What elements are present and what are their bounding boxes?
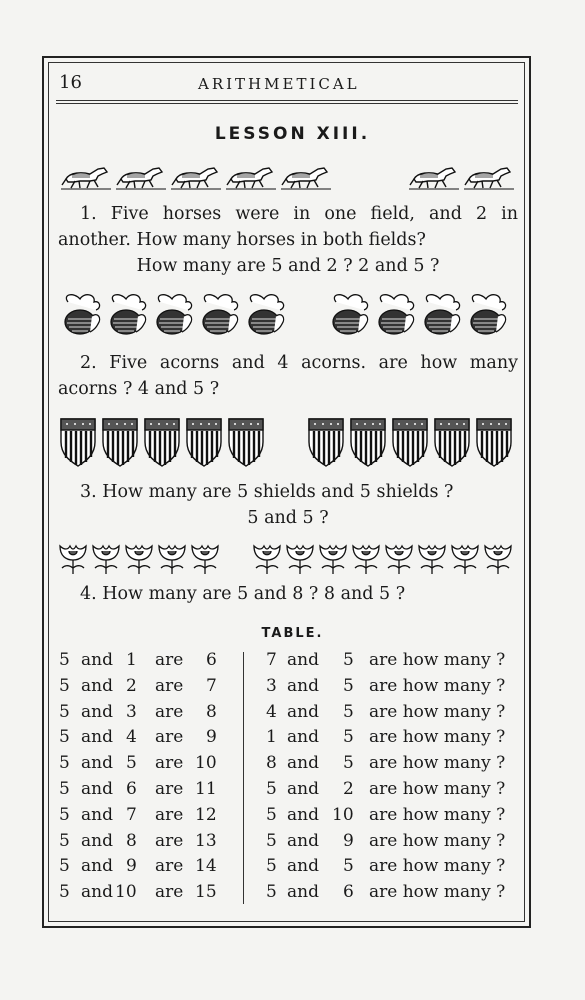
table-cell: and	[287, 650, 319, 670]
table-cell: are	[155, 701, 184, 722]
table-cell: 9	[126, 856, 137, 877]
problem-4	[58, 581, 518, 607]
acorn-group-a	[60, 292, 290, 338]
table-cell: are how many ?	[369, 804, 506, 825]
table-cell: 10	[195, 753, 217, 774]
tulip-icon	[415, 542, 448, 576]
table-cell: are	[155, 882, 184, 903]
acorn-icon	[328, 292, 374, 338]
tulip-icon	[481, 542, 514, 576]
header-rule	[56, 100, 518, 101]
table-cell: 14	[195, 856, 217, 877]
table-cell: and	[81, 727, 113, 748]
table-cell: 6	[206, 650, 217, 670]
table-cell: 3	[126, 701, 137, 722]
table-cell: 5	[343, 727, 354, 748]
table-cell: 5	[343, 701, 354, 722]
table-cell: 10	[115, 882, 137, 903]
problem-3	[58, 479, 518, 531]
table-cell: and	[81, 675, 113, 696]
table-cell: 5	[59, 650, 70, 670]
table-cell: 5	[59, 727, 70, 748]
table-cell: are how many ?	[369, 675, 506, 696]
lesson-title: LESSON XIII.	[214, 124, 371, 144]
horse-icon	[115, 163, 170, 191]
table-cell: 5	[343, 753, 354, 774]
table-cell: 6	[126, 779, 137, 799]
tulip-group-b	[250, 542, 514, 576]
shield-icon	[390, 416, 432, 468]
shield-group-b	[306, 416, 516, 468]
shield-group-a	[58, 416, 268, 468]
shield-icon	[348, 416, 390, 468]
tulip-icon	[56, 542, 89, 576]
table-cell: are how many ?	[369, 882, 506, 903]
table-cell: 5	[343, 856, 354, 877]
shield-icon	[58, 416, 100, 468]
shield-icon	[100, 416, 142, 468]
table-cell: 5	[266, 779, 277, 799]
shield-icon	[226, 416, 268, 468]
shield-icon	[432, 416, 474, 468]
problem-2-line-1: 2. Five acorns and 4 acorns. are how many	[80, 353, 518, 373]
table-cell: and	[287, 753, 319, 774]
table-cell: and	[287, 830, 319, 851]
table-cell: 10	[332, 804, 354, 825]
table-cell: and	[81, 650, 113, 670]
table-cell: 5	[266, 830, 277, 851]
table-cell: are	[155, 650, 184, 670]
tulip-icon	[122, 542, 155, 576]
table-cell: 5	[59, 804, 70, 825]
table-cell: 6	[343, 882, 354, 903]
problem-1	[58, 201, 518, 279]
table-cell: 5	[266, 856, 277, 877]
shield-icon	[474, 416, 516, 468]
table-cell: are how many ?	[369, 701, 506, 722]
horse-icon	[225, 163, 280, 191]
table-cell: and	[81, 779, 113, 799]
acorn-group-b	[328, 292, 512, 338]
table-cell: 1	[266, 727, 277, 748]
tulip-icon	[89, 542, 122, 576]
table-cell: and	[81, 753, 113, 774]
table-cell: are	[155, 753, 184, 774]
horse-icon	[408, 163, 463, 191]
horse-icon	[463, 163, 518, 191]
table-cell: 8	[206, 701, 217, 722]
table-cell: are	[155, 779, 184, 799]
header-rule-thin	[56, 103, 518, 104]
acorn-icon	[152, 292, 198, 338]
table-cell: 5	[266, 882, 277, 903]
table-cell: 5	[343, 650, 354, 670]
tulip-icon	[448, 542, 481, 576]
table-cell: are	[155, 856, 184, 877]
table-cell: and	[287, 804, 319, 825]
table-cell: 5	[59, 882, 70, 903]
problem-2-line-2: acorns ? 4 and 5 ?	[58, 379, 220, 399]
table-cell: and	[287, 727, 319, 748]
table-title: TABLE.	[261, 626, 324, 641]
table-cell: 13	[195, 830, 217, 851]
table-cell: and	[287, 779, 319, 799]
running-head: ARITHMETICAL	[198, 75, 360, 93]
table-cell: and	[81, 882, 113, 903]
tulip-group-a	[56, 542, 221, 576]
table-cell: 5	[266, 804, 277, 825]
table-cell: are how many ?	[369, 650, 506, 670]
table-cell: and	[81, 804, 113, 825]
table-cell: and	[81, 701, 113, 722]
table-cell: are how many ?	[369, 830, 506, 851]
table-cell: 9	[343, 830, 354, 851]
table-cell: and	[287, 675, 319, 696]
table-cell: 5	[59, 830, 70, 851]
page-number: 16	[59, 72, 82, 93]
table-cell: and	[287, 856, 319, 877]
table-cell: are	[155, 675, 184, 696]
acorn-icon	[374, 292, 420, 338]
table-cell: and	[287, 701, 319, 722]
horse-group-a	[60, 163, 335, 191]
table-cell: are how many ?	[369, 856, 506, 877]
table-cell: 7	[266, 650, 277, 670]
horse-group-b	[408, 163, 518, 191]
table-cell: 7	[206, 675, 217, 696]
acorn-icon	[198, 292, 244, 338]
acorn-icon	[244, 292, 290, 338]
acorn-icon	[420, 292, 466, 338]
table-cell: 8	[126, 830, 137, 851]
acorn-icon	[106, 292, 152, 338]
table-cell: 2	[126, 675, 137, 696]
table-cell: 5	[59, 675, 70, 696]
problem-3-line-2: 5 and 5 ?	[247, 508, 329, 528]
horse-icon	[60, 163, 115, 191]
tulip-icon	[155, 542, 188, 576]
table-cell: 5	[59, 701, 70, 722]
table-cell: 5	[126, 753, 137, 774]
problem-1-line-2: another. How many horses in both fields?	[58, 230, 426, 250]
table-cell: 12	[195, 804, 217, 825]
shield-icon	[306, 416, 348, 468]
shield-icon	[184, 416, 226, 468]
tulip-icon	[349, 542, 382, 576]
tulip-icon	[382, 542, 415, 576]
table-cell: 15	[195, 882, 217, 903]
table-cell: 11	[195, 779, 217, 799]
tulip-icon	[250, 542, 283, 576]
table-cell: 5	[59, 779, 70, 799]
table-cell: 5	[59, 856, 70, 877]
table-cell: are	[155, 804, 184, 825]
horse-icon	[170, 163, 225, 191]
table-cell: 3	[266, 675, 277, 696]
problem-1-line-3: How many are 5 and 2 ? 2 and 5 ?	[136, 256, 440, 276]
tulip-icon	[188, 542, 221, 576]
tulip-icon	[283, 542, 316, 576]
table-cell: 4	[126, 727, 137, 748]
table-cell: are how many ?	[369, 779, 506, 799]
table-cell: 5	[343, 675, 354, 696]
shield-icon	[142, 416, 184, 468]
problem-2	[58, 350, 518, 402]
tulip-icon	[316, 542, 349, 576]
table-cell: 2	[343, 779, 354, 799]
horse-icon	[280, 163, 335, 191]
table-divider	[243, 652, 244, 904]
table-cell: 9	[206, 727, 217, 748]
table-cell: are	[155, 727, 184, 748]
table-cell: and	[287, 882, 319, 903]
problem-3-line-1: 3. How many are 5 shields and 5 shields ?	[80, 482, 454, 502]
table-cell: and	[81, 830, 113, 851]
problem-4-line-1: 4. How many are 5 and 8 ? 8 and 5 ?	[80, 584, 406, 604]
acorn-icon	[466, 292, 512, 338]
table-cell: are	[155, 830, 184, 851]
table-cell: 4	[266, 701, 277, 722]
acorn-icon	[60, 292, 106, 338]
table-cell: are how many ?	[369, 753, 506, 774]
table-cell: are how many ?	[369, 727, 506, 748]
table-cell: 8	[266, 753, 277, 774]
table-cell: and	[81, 856, 113, 877]
problem-1-line-1: 1. Five horses were in one field, and 2 in	[80, 204, 518, 224]
table-cell: 5	[59, 753, 70, 774]
table-cell: 1	[126, 650, 137, 670]
table-cell: 7	[126, 804, 137, 825]
